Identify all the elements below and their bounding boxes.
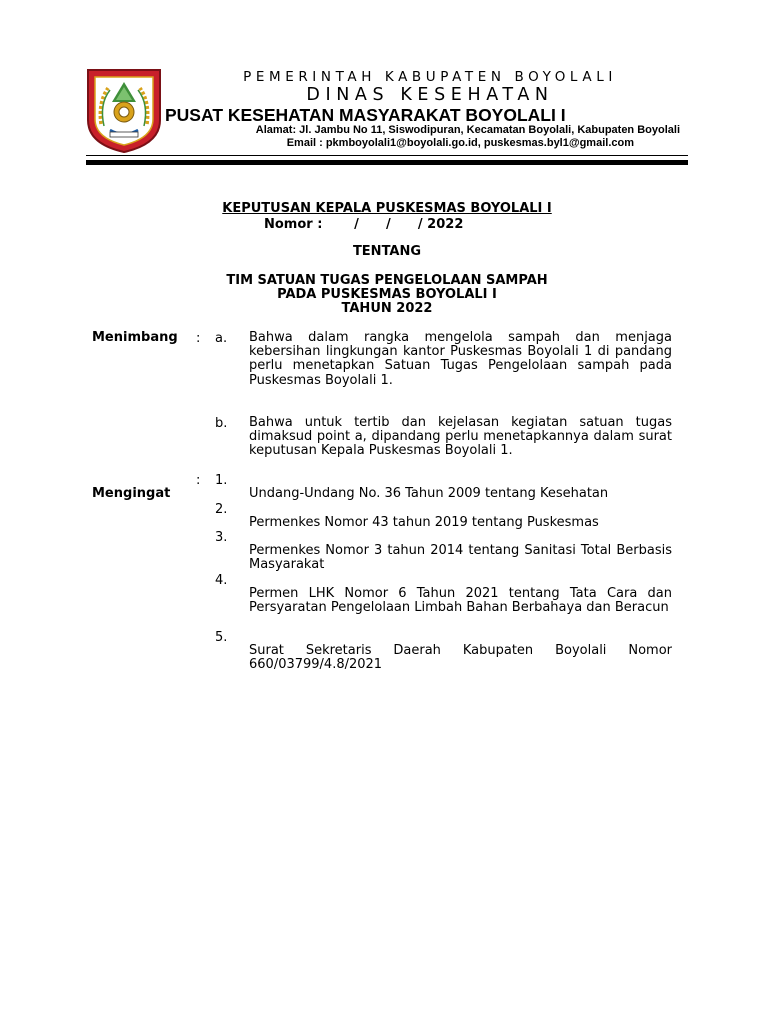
mengingat-item-marker: 4.: [215, 573, 228, 588]
menimbang-item-marker: b.: [215, 416, 228, 431]
mengingat-item-text: Permenkes Nomor 3 tahun 2014 tentang Sanitasi Total Berbasis Masyarakat: [249, 543, 672, 573]
menimbang-item-text: Bahwa dalam rangka mengelola sampah dan menjaga kebersihan lingkungan kantor Puskesmas Boyolali 1 di pandang perlu menetapkan Satuan Tugas Pengelolaan sampah pada Puskesmas Boyolali 1.: [249, 330, 672, 388]
mengingat-item-text: Surat Sekretaris Daerah Kabupaten Boyolali Nomor 660/03799/4.8/2021: [249, 643, 672, 673]
mengingat-item-marker: 2.: [215, 502, 228, 517]
tentang-heading: TENTANG: [352, 244, 422, 259]
mengingat-colon: :: [196, 473, 201, 488]
mengingat-item-text: Undang-Undang No. 36 Tahun 2009 tentang Kesehatan: [249, 486, 609, 501]
subject-line-3: TAHUN 2022: [341, 301, 433, 316]
mengingat-item-marker: 1.: [215, 473, 228, 488]
letterhead-address: Alamat: Jl. Jambu No 11, Siswodipuran, Kecamatan Boyolali, Kabupaten Boyolali: [255, 124, 680, 136]
letterhead-government-line: PEMERINTAH KABUPATEN BOYOLALI: [243, 69, 617, 85]
mengingat-item-text: Permenkes Nomor 43 tahun 2019 tentang Puskesmas: [249, 515, 599, 530]
mengingat-label: Mengingat: [92, 486, 171, 501]
mengingat-item-text: Permen LHK Nomor 6 Tahun 2021 tentang Tata Cara dan Persyaratan Pengelolaan Limbah Bahan Berbahaya dan Beracun: [249, 586, 672, 616]
mengingat-item-marker: 5.: [215, 630, 228, 645]
letterhead-divider-thin: [86, 155, 688, 156]
decree-number: Nomor : / / / 2022: [264, 217, 464, 232]
menimbang-label: Menimbang: [92, 330, 178, 345]
letterhead-institution-name: PUSAT KESEHATAN MASYARAKAT BOYOLALI I: [165, 105, 566, 125]
letterhead-department-line: DINAS KESEHATAN: [306, 85, 554, 105]
subject-line-2: PADA PUSKESMAS BOYOLALI I: [277, 287, 497, 302]
menimbang-item-text: Bahwa untuk tertib dan kejelasan kegiatan satuan tugas dimaksud point a, dipandang perlu menetapkannya dalam surat keputusan Kepala Puskesmas Boyolali 1.: [249, 415, 672, 459]
mengingat-item-marker: 3.: [215, 530, 228, 545]
subject-line-1: TIM SATUAN TUGAS PENGELOLAAN SAMPAH: [226, 273, 548, 288]
letterhead-divider-thick: [86, 160, 688, 165]
letterhead-email: Email : pkmboyolali1@boyolali.go.id, puskesmas.byl1@gmail.com: [286, 137, 634, 149]
decree-heading: KEPUTUSAN KEPALA PUSKESMAS BOYOLALI I: [222, 201, 552, 216]
menimbang-item-marker: a.: [215, 331, 228, 346]
menimbang-colon: :: [196, 331, 201, 346]
